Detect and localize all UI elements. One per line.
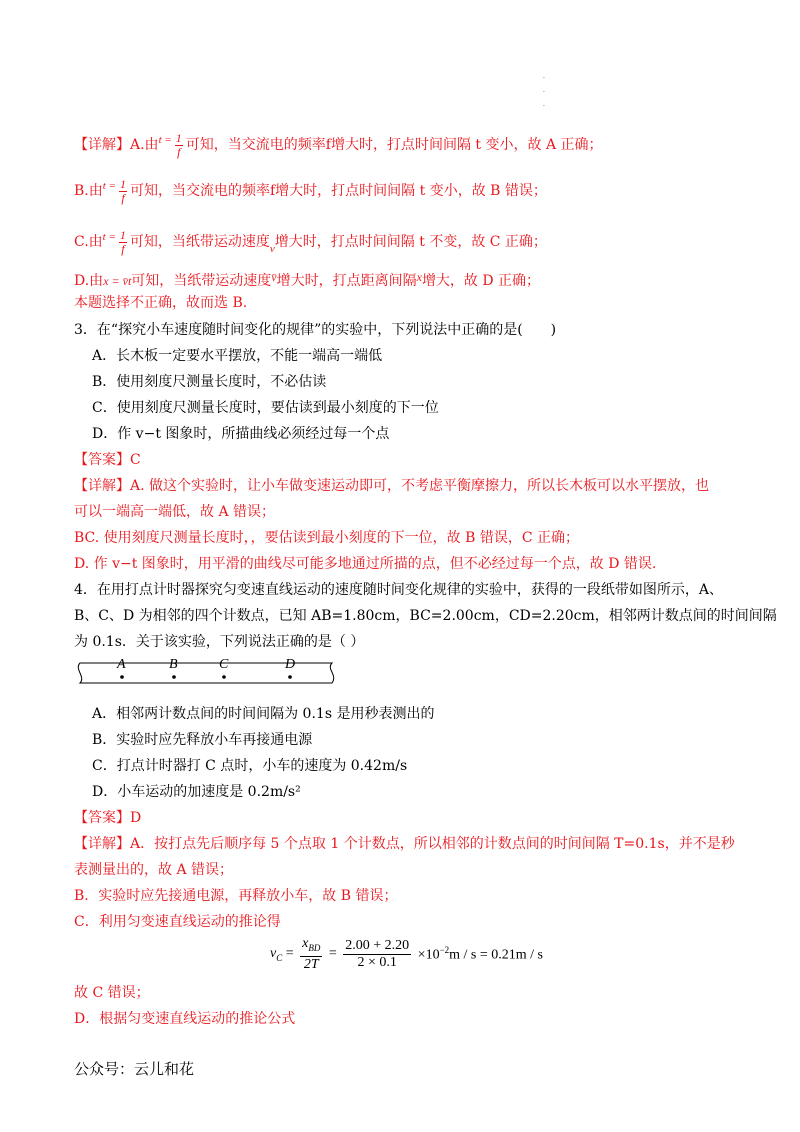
q2-explain-d: D.由x = v̄t可知，当纸带运动速度v̄增大时，打点距离间隔x增大，故 D 正确；: [74, 270, 541, 289]
q3-option-c: C．使用刻度尺测量长度时，要估读到最小刻度的下一位: [92, 400, 439, 416]
header-dots: · · ·: [543, 75, 545, 110]
q4-explain-line3: B．实验时应先接通电源，再释放小车，故 B 错误；: [74, 888, 398, 904]
paper-tape-figure: [74, 655, 344, 699]
tape-label-c: C: [219, 657, 229, 672]
tape-label-d: D: [285, 657, 296, 672]
q2-conclusion: 本题选择不正确，故而选 B.: [74, 295, 248, 311]
paper-tape-svg: [74, 655, 344, 695]
q2-explain-a: 【详解】A.由$^{t =}$ $\frac{1}{f}$ 可知，当交流电的频率f增大时，打点时间间隔 t 变小，故 A 正确；: [74, 130, 603, 159]
q2-explain-b: B.由$^{t =}$ $\frac{1}{f}$ 可知，当交流电的频率f增大时，打点时间间隔 t 变小，故 B 错误；: [74, 176, 547, 205]
tape-point-a: [120, 675, 124, 679]
q3-option-b: B．使用刻度尺测量长度时，不必估读: [92, 374, 327, 390]
q4-answer: 【答案】D: [74, 810, 142, 826]
q4-stem-line3: 为 0.1s．关于该实验，下列说法正确的是（ ）: [74, 634, 365, 650]
tape-label-a: A: [117, 657, 126, 672]
q3-option-d: D．作 v−t 图象时，所描曲线必须经过每一个点: [92, 426, 390, 442]
tape-point-b: [172, 675, 176, 679]
q4-explain-line1: 【详解】A．按打点先后顺序每 5 个点取 1 个计数点，所以相邻的计数点间的时间间隔 T=0.1s，并不是秒: [74, 836, 735, 852]
q3-explain-line4: D. 作 v−t 图象时，用平滑的曲线尽可能多地通过所描的点，但不必经过每一个点，故 D 错误.: [74, 556, 657, 572]
q4-explain-line2: 表测量出的，故 A 错误；: [74, 862, 234, 878]
q4-explain-line6: D．根据匀变速直线运动的推论公式: [74, 1011, 296, 1027]
q4-option-c: C．打点计时器打 C 点时，小车的速度为 0.42m/s: [92, 758, 408, 774]
q4-option-b: B．实验时应先释放小车再接通电源: [92, 732, 313, 748]
q3-option-a: A．长木板一定要水平摆放，不能一端高一端低: [92, 348, 383, 364]
tape-point-d: [288, 675, 292, 679]
q4-stem-line2: B、C、D 为相邻的四个计数点，已知 AB=1.80cm，BC=2.00cm，CD=2.20cm，相邻两计数点间的时间间隔: [74, 608, 777, 624]
q2-explain-c: C.由$^{t =}$ $\frac{1}{f}$ 可知，当纸带运动速度$_v$增大时，打点时间间隔 t 不变，故 C 正确；: [74, 227, 547, 256]
tape-point-c: [222, 675, 226, 679]
q3-stem: 3．在“探究小车速度随时间变化的规律”的实验中，下列说法中正确的是( ): [74, 322, 557, 338]
q4-explain-line5: 故 C 错误；: [74, 985, 150, 1001]
footer-account: 公众号：云儿和花: [74, 1060, 195, 1078]
q3-explain-line3: BC. 使用刻度尺测量长度时，，要估读到最小刻度的下一位，故 B 错误，C 正确；: [74, 530, 580, 546]
q4-option-d: D．小车运动的加速度是 0.2m/s²: [92, 784, 301, 800]
q3-answer: 【答案】C: [74, 452, 141, 468]
q4-explain-line4: C．利用匀变速直线运动的推论得: [74, 914, 281, 930]
q4-option-a: A．相邻两计数点间的时间间隔为 0.1s 是用秒表测出的: [92, 706, 435, 722]
q3-explain-line2: 可以一端高一端低，故 A 错误；: [74, 504, 276, 520]
q3-explain-line1: 【详解】A. 做这个实验时，让小车做变速运动即可，不考虑平衡摩擦力，所以长木板可以水平摆放，也: [74, 478, 710, 494]
velocity-formula: $v_C$ = $x_{BD}$ 2T = $\frac{2.00 + 2.20}{2 \times 0.1}$ $\times 10^{-2}m / s = 0.21m / s$: [270, 936, 544, 972]
tape-label-b: B: [169, 657, 178, 672]
q4-stem-line1: 4．在用打点计时器探究匀变速直线运动的速度随时间变化规律的实验中，获得的一段纸带如图所示，A、: [74, 582, 724, 598]
